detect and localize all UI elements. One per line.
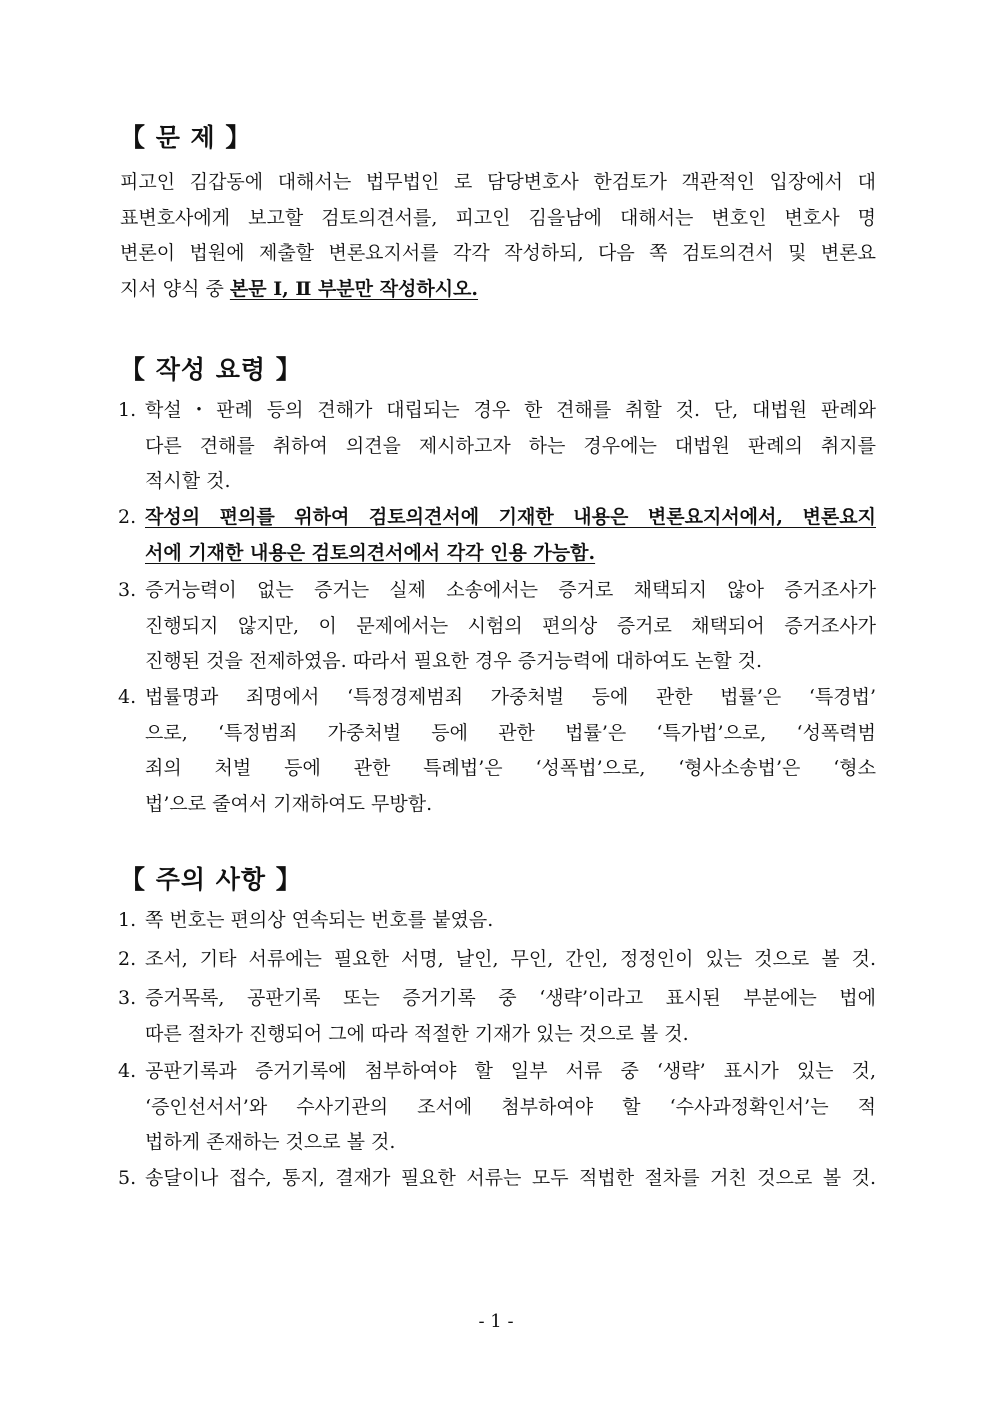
page-number: - 1 - (478, 1311, 514, 1332)
item-line: 으로, ‘특정범죄 가중처벌 등에 관한 법률’은 ‘특가법’으로, ‘성폭력범 (145, 721, 876, 744)
item-line: 법하게 존재하는 것으로 볼 것. (145, 1131, 396, 1153)
writing-item-4 (118, 680, 876, 822)
item-number: 4. (118, 686, 137, 708)
item-line: 학설・판례 등의 견해가 대립되는 경우 한 견해를 취할 것. 단, 대법원 판례와 (145, 399, 876, 421)
problem-line: 표변호사에게 보고할 검토의견서를, 피고인 김을남에 대해서는 변호인 변호사 명 (120, 206, 876, 229)
writing-item-2 (118, 500, 876, 571)
item-line: 송달이나 접수, 통지, 결재가 필요한 서류는 모두 적법한 절차를 거친 것으로 볼 것. (145, 1167, 876, 1189)
notes-item-3 (118, 981, 876, 1052)
item-number: 1. (118, 909, 137, 931)
item-line: 조서, 기타 서류에는 필요한 서명, 날인, 무인, 간인, 정정인이 있는 것으로 볼 것. (145, 948, 876, 970)
writing-item-3 (118, 573, 876, 680)
item-line: 쪽 번호는 편의상 연속되는 번호를 붙였음. (145, 909, 494, 931)
problem-line (120, 272, 876, 308)
problem-paragraph (120, 165, 876, 307)
item-number: 5. (118, 1167, 137, 1189)
problem-line-text: 지서 양식 중 (120, 277, 230, 300)
item-line: 법’으로 줄여서 기재하여도 무방함. (145, 792, 433, 815)
item-line: ‘증인선서서’와 수사기관의 조서에 첨부하여야 할 ‘수사과정확인서’는 적 (145, 1095, 876, 1118)
item-line: 진행되지 않지만, 이 문제에서는 시험의 편의상 증거로 채택되어 증거조사가 (145, 614, 876, 637)
item-line: 증거능력이 없는 증거는 실제 소송에서는 증거로 채택되지 않아 증거조사가 (145, 579, 876, 601)
item-line: 증거목록, 공판기록 또는 증거기록 중 ‘생략’이라고 표시된 부분에는 법에 (145, 987, 876, 1009)
item-line: 적시할 것. (145, 470, 231, 492)
writing-heading: 【 작성 요령 】 (120, 355, 302, 384)
problem-line: 변론이 법원에 제출할 변론요지서를 각각 작성하되, 다음 쪽 검토의견서 및 변론요 (120, 242, 876, 264)
problem-emphasis: 본문 Ⅰ, Ⅱ 부분만 작성하시오. (229, 277, 479, 300)
notes-item-4 (118, 1054, 876, 1161)
writing-item-1 (118, 393, 876, 500)
notes-item-5 (118, 1161, 876, 1197)
item-line: 따른 절차가 진행되어 그에 따라 적절한 기재가 있는 것으로 볼 것. (145, 1022, 689, 1045)
item-number: 3. (118, 579, 137, 601)
item-number: 1. (118, 399, 137, 421)
notes-item-1 (118, 903, 876, 939)
item-line: 진행된 것을 전제하였음. 따라서 필요한 경우 증거능력에 대하여도 논할 것. (145, 650, 763, 672)
item-line: 법률명과 죄명에서 ‘특정경제범죄 가중처벌 등에 관한 법률’은 ‘특경법’ (145, 686, 876, 708)
item-line: 작성의 편의를 위하여 검토의견서에 기재한 내용은 변론요지서에서, 변론요지 (145, 506, 876, 528)
item-line: 서에 기재한 내용은 검토의견서에서 각각 인용 가능함. (145, 541, 596, 564)
problem-heading: 【 문 제 】 (120, 123, 252, 152)
item-line: 공판기록과 증거기록에 첨부하여야 할 일부 서류 중 ‘생략’ 표시가 있는 것, (145, 1060, 876, 1082)
item-number: 3. (118, 987, 137, 1009)
item-number: 2. (118, 506, 137, 528)
item-number: 2. (118, 948, 137, 970)
problem-line: 피고인 김갑동에 대해서는 법무법인 로 담당변호사 한검토가 객관적인 입장에서 대 (120, 171, 876, 193)
item-line: 죄의 처벌 등에 관한 특례법’은 ‘성폭법’으로, ‘형사소송법’은 ‘형소 (145, 757, 876, 779)
item-number: 4. (118, 1060, 137, 1082)
notes-heading: 【 주의 사항 】 (120, 865, 302, 894)
item-line: 다른 견해를 취하여 의견을 제시하고자 하는 경우에는 대법원 판례의 취지를 (145, 434, 876, 457)
notes-item-2 (118, 942, 876, 978)
